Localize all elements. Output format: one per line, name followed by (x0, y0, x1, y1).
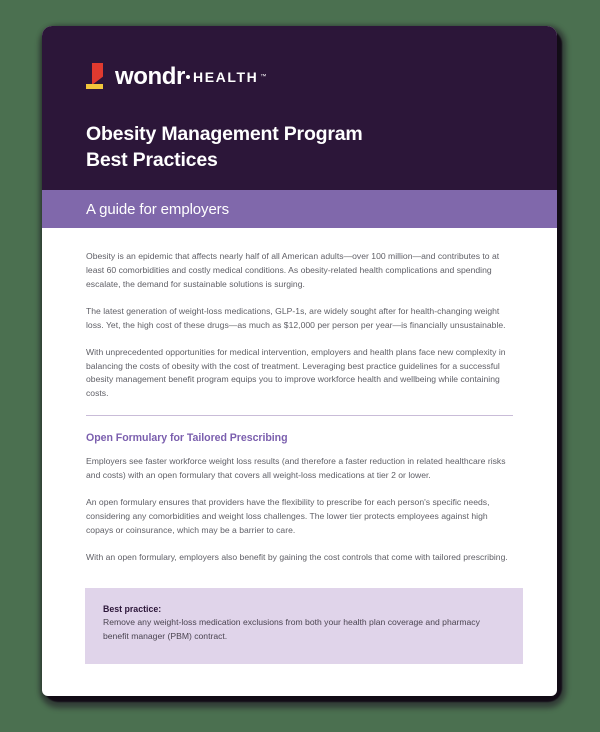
section-paragraph-1: Employers see faster workforce weight loss results (and therefore a faster reduction in related healthcare risks and costs) with an open formulary that covers all weight-loss medications at tier 2 or lower. (86, 456, 506, 481)
section-divider (86, 415, 513, 416)
section-paragraph-3: With an open formulary, employers also benefit by gaining the cost controls that come with tailored prescribing. (86, 551, 508, 562)
best-practice-callout (85, 588, 523, 664)
logo-wordmark: wondr (115, 63, 185, 90)
document-body (42, 228, 557, 664)
logo-subword: HEALTH (193, 69, 259, 85)
subtitle-text: A guide for employers (86, 200, 229, 218)
page-title-line-2: Best Practices (86, 148, 218, 171)
document-header (42, 26, 557, 190)
callout-text: Remove any weight-loss medication exclusions from both your health plan coverage and pharmacy benefit manager (PBM) contract. (103, 616, 480, 641)
subtitle-band (42, 190, 557, 228)
page-title-line-1: Obesity Management Program (86, 123, 363, 145)
callout-title: Best practice: (103, 603, 162, 614)
wondr-flag-icon (86, 63, 108, 91)
page-title (86, 122, 513, 173)
document-page (42, 26, 557, 696)
section-heading: Open Formulary for Tailored Prescribing (86, 432, 288, 445)
intro-paragraph-1: Obesity is an epidemic that affects nearly half of all American adults—over 100 million—and contributes to at least 60 comorbidities and costly medical conditions. As obesity-related health complications and spending escalate, the demand for sustainable solutions is surging. (86, 251, 500, 289)
section-paragraph-2: An open formulary ensures that providers have the flexibility to prescribe for each person's specific needs, considering any comorbidities and weight loss challenges. The lower tier protects employees against high copays or coinsurance, which may be a barrier to care. (86, 497, 490, 535)
wondr-health-logo (86, 62, 513, 92)
logo-trademark-symbol: ™ (260, 74, 267, 80)
logo-dot-icon (186, 75, 190, 79)
intro-paragraph-2: The latest generation of weight-loss medications, GLP-1s, are widely sought after for health-changing weight loss. Yet, the high cost of these drugs—as much as $12,000 per person per year—is financially unsustainable. (86, 305, 506, 330)
intro-paragraph-3: With unprecedented opportunities for medical intervention, employers and health plans face new complexity in balancing the costs of obesity with the cost of treatment. Leveraging best practice guidelines for a successful obesity management benefit program equips you to improve workforce health and wellbeing while containing costs. (86, 346, 506, 399)
